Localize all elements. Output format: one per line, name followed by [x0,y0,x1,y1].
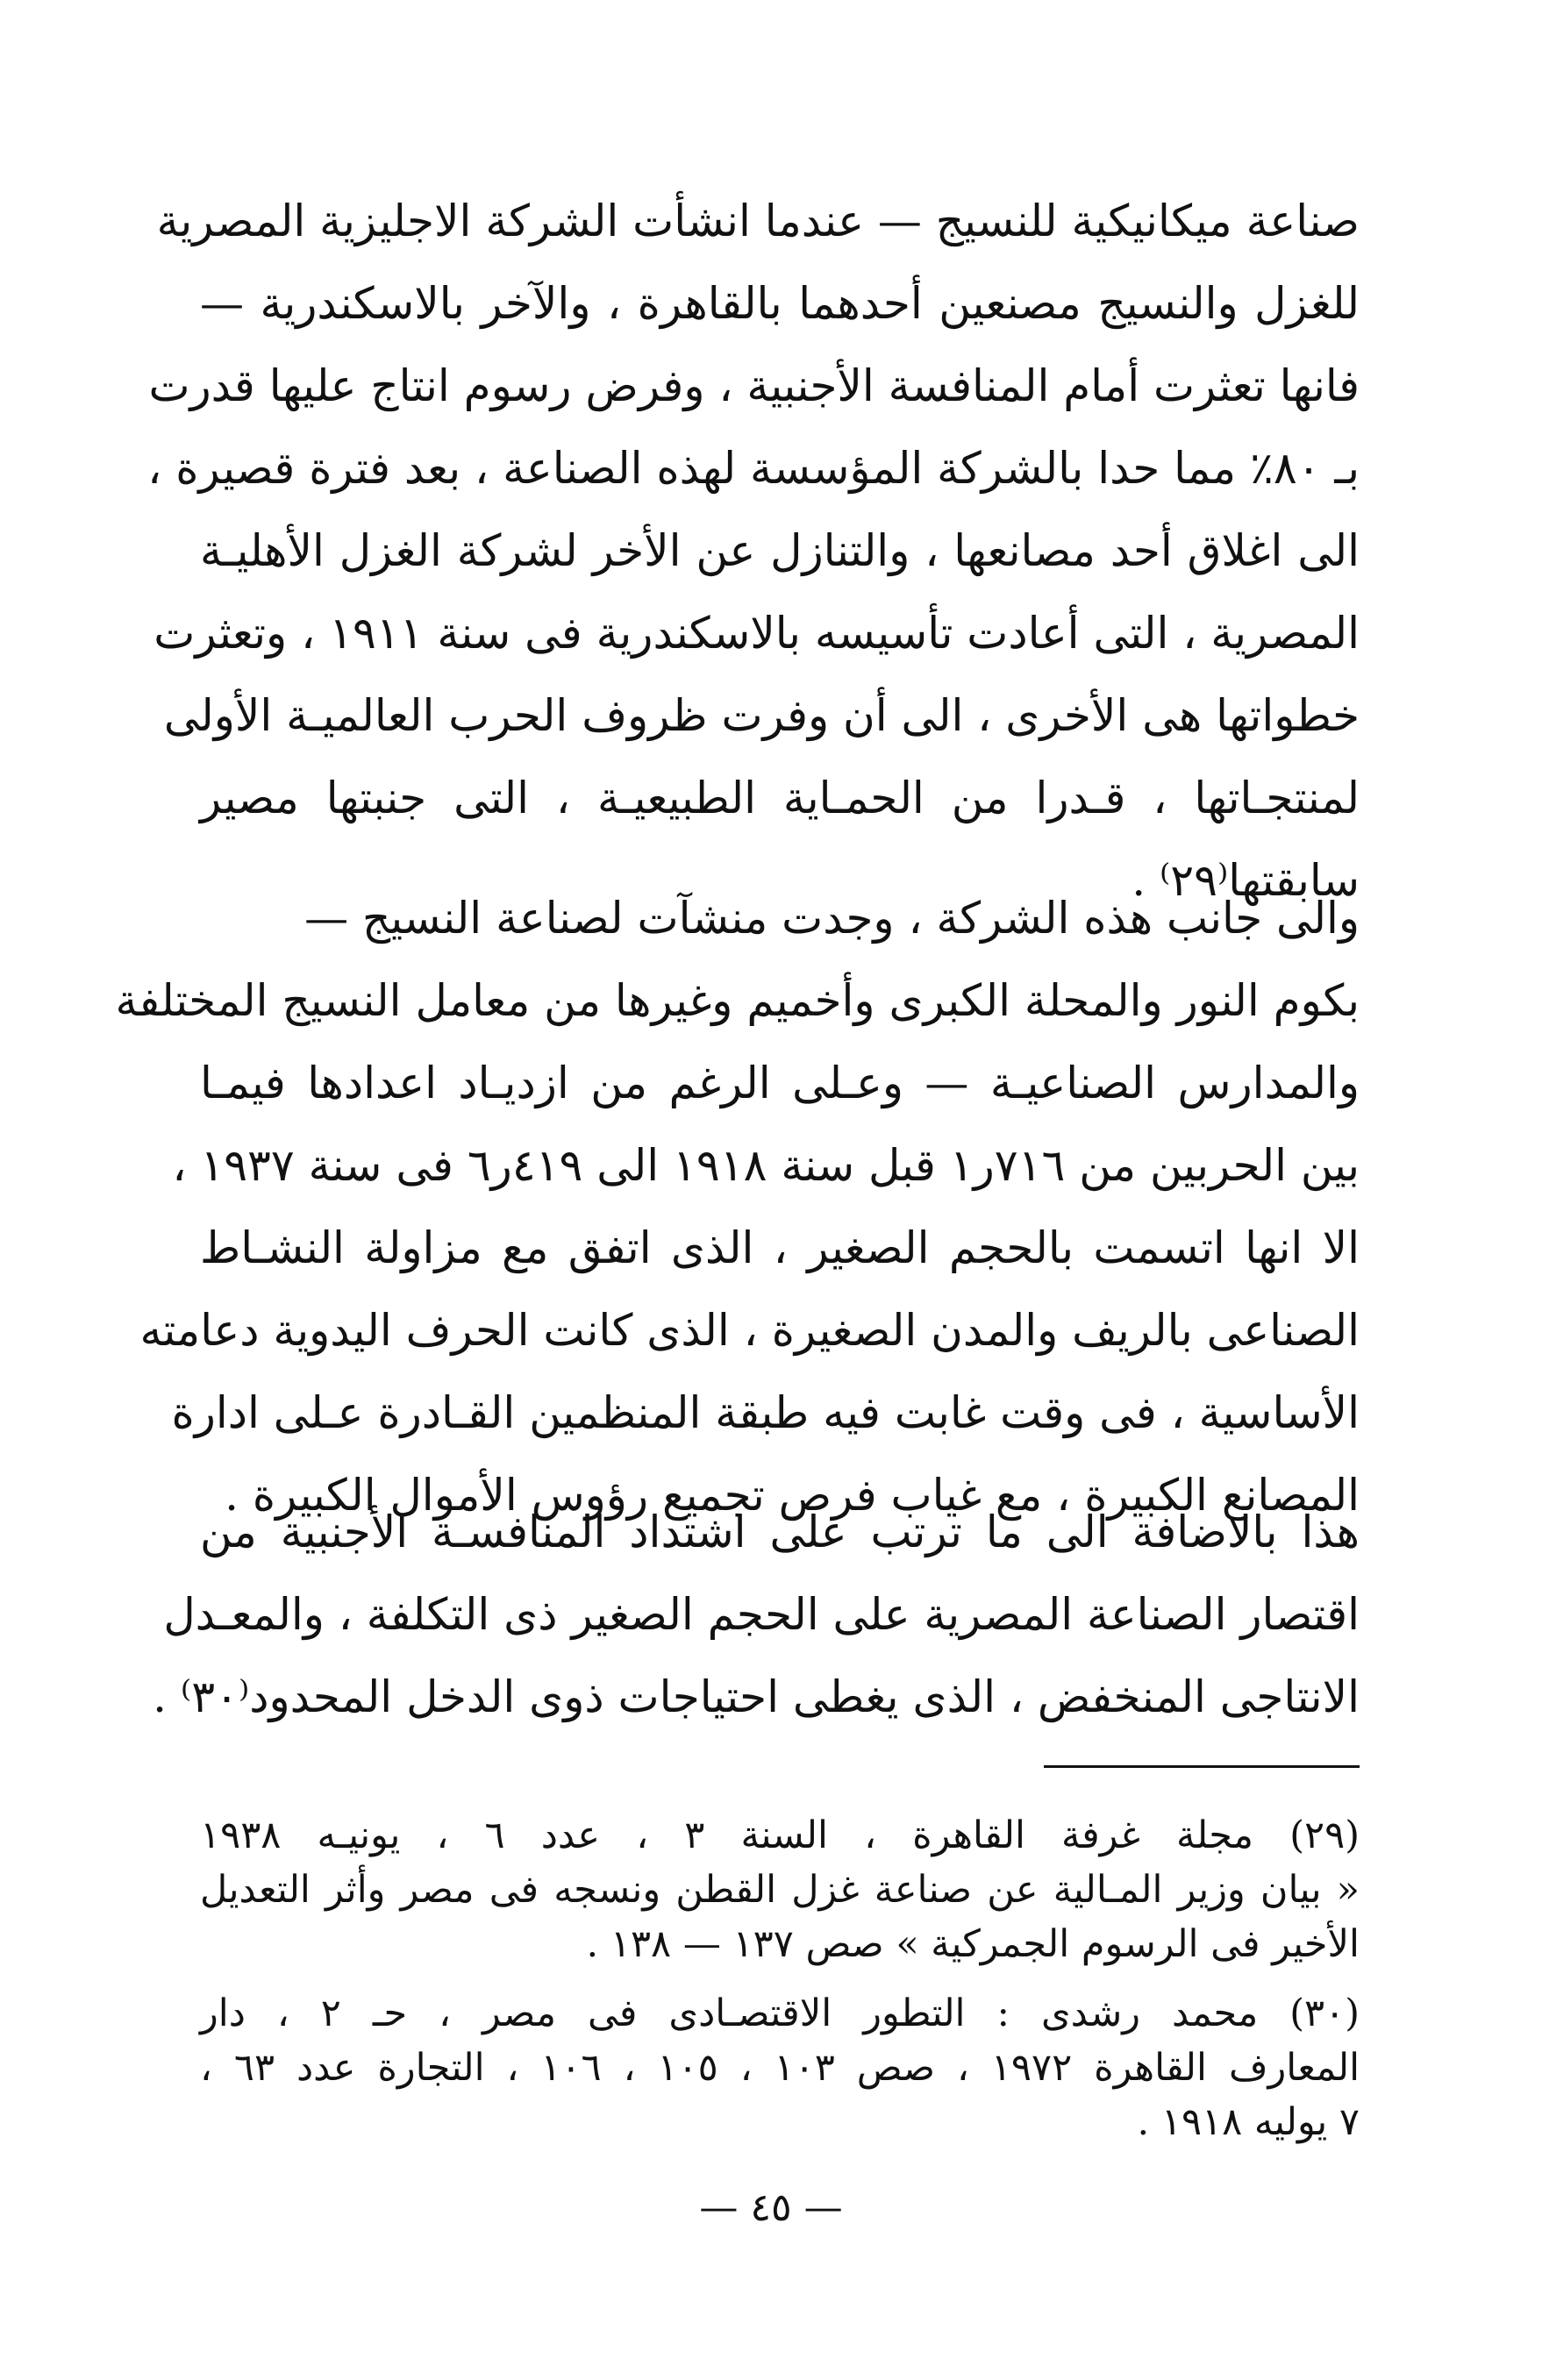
body-paragraph [147,180,1360,922]
footnote-line: ٧ يوليه ١٩١٨ . [1137,2100,1360,2144]
text-line: للغزل والنسيج مصنعين أحدهما بالقاهرة ، والآخر بالاسكندرية — [200,278,1360,329]
text-line: والى جانب هذه الشركة ، وجدت منشآت لصناعة النسيج — [304,893,1360,944]
body-paragraph [115,877,1360,1536]
footnote [200,1808,1360,1971]
footnote [200,1986,1360,2149]
text-line: لمنتجـاتها ، قـدرا من الحمـاية الطبيعيـة ، التى جنبتها مصير [200,773,1360,823]
text-line: اقتصار الصناعة المصرية على الحجم الصغير ذى التكلفة ، والمعـدل [163,1589,1360,1640]
text-line: خطواتها هى الأخرى ، الى أن وفرت ظروف الحرب العالميـة الأولى [163,690,1360,741]
footnote-line: الأخير فى الرسوم الجمركية » صص ١٣٧ — ١٣٨ . [586,1922,1360,1966]
text-line: الى اغلاق أحد مصانعها ، والتنازل عن الأخر لشركة الغزل الأهليـة [200,525,1360,576]
text-line: الانتاجى المنخفض ، الذى يغطى احتياجات ذوى الدخل المحدود⁽٣٠⁾ . [153,1671,1360,1722]
footnote-line: المعارف القاهرة ١٩٧٢ ، صص ١٠٣ ، ١٠٥ ، ١٠٦ ، التجارة عدد ٦٣ ، [200,2046,1360,2090]
page-number: — ٤٥ — [699,2185,843,2230]
text-line: الأساسية ، فى وقت غابت فيه طبقة المنظمين القـادرة عـلى ادارة [171,1387,1360,1438]
text-line: بين الحربين من ٧١٦ر١ قبل سنة ١٩١٨ الى ٤١٩ر٦ فى سنة ١٩٣٧ ، [172,1140,1360,1191]
text-line: فانها تعثرت أمام المنافسة الأجنبية ، وفرض رسوم انتاج عليها قدرت [148,360,1360,411]
text-line: بـ ٨٠٪ مما حدا بالشركة المؤسسة لهذه الصناعة ، بعد فترة قصيرة ، [147,443,1360,494]
text-line: الصناعى بالريف والمدن الصغيرة ، الذى كانت الحرف اليدوية دعامته [139,1305,1360,1356]
text-line: سابقتها⁽٢٩⁾ . [1132,855,1360,906]
footnote-divider [1044,1765,1360,1768]
text-line: المصرية ، التى أعادت تأسيسه بالاسكندرية فى سنة ١٩١١ ، وتعثرت [153,608,1360,659]
footnote-line: (٣٠) محمد رشدى : التطور الاقتصـادى فى مصر ، حـ ٢ ، دار [200,1992,1360,2035]
text-line: هذا بالاضافة الى ما ترتب على اشتداد المنافسـة الأجنبية من [200,1507,1360,1557]
text-line: بكوم النور والمحلة الكبرى وأخميم وغيرها من معامل النسيج المختلفة [115,975,1360,1026]
body-paragraph [153,1491,1360,1738]
text-line: المصانع الكبيرة ، مع غياب فرص تجميع رؤوس الأموال الكبيرة . [225,1470,1360,1521]
text-line: الا انها اتسمت بالحجم الصغير ، الذى اتفق مع مزاولة النشـاط [200,1222,1360,1273]
footnote-line: (٢٩) مجلة غرفة القاهرة ، السنة ٣ ، عدد ٦ ، يونيـه ١٩٣٨ [200,1814,1360,1857]
text-line: صناعة ميكانيكية للنسيج — عندما انشأت الشركة الاجليزية المصرية [156,196,1360,246]
footnote-line: « بيان وزير المـالية عن صناعة غزل القطن ونسجه فى مصر وأثر التعديل [200,1868,1360,1912]
text-line: والمدارس الصناعيـة — وعـلى الرغم من ازديـاد اعدادها فيمـا [200,1058,1360,1108]
